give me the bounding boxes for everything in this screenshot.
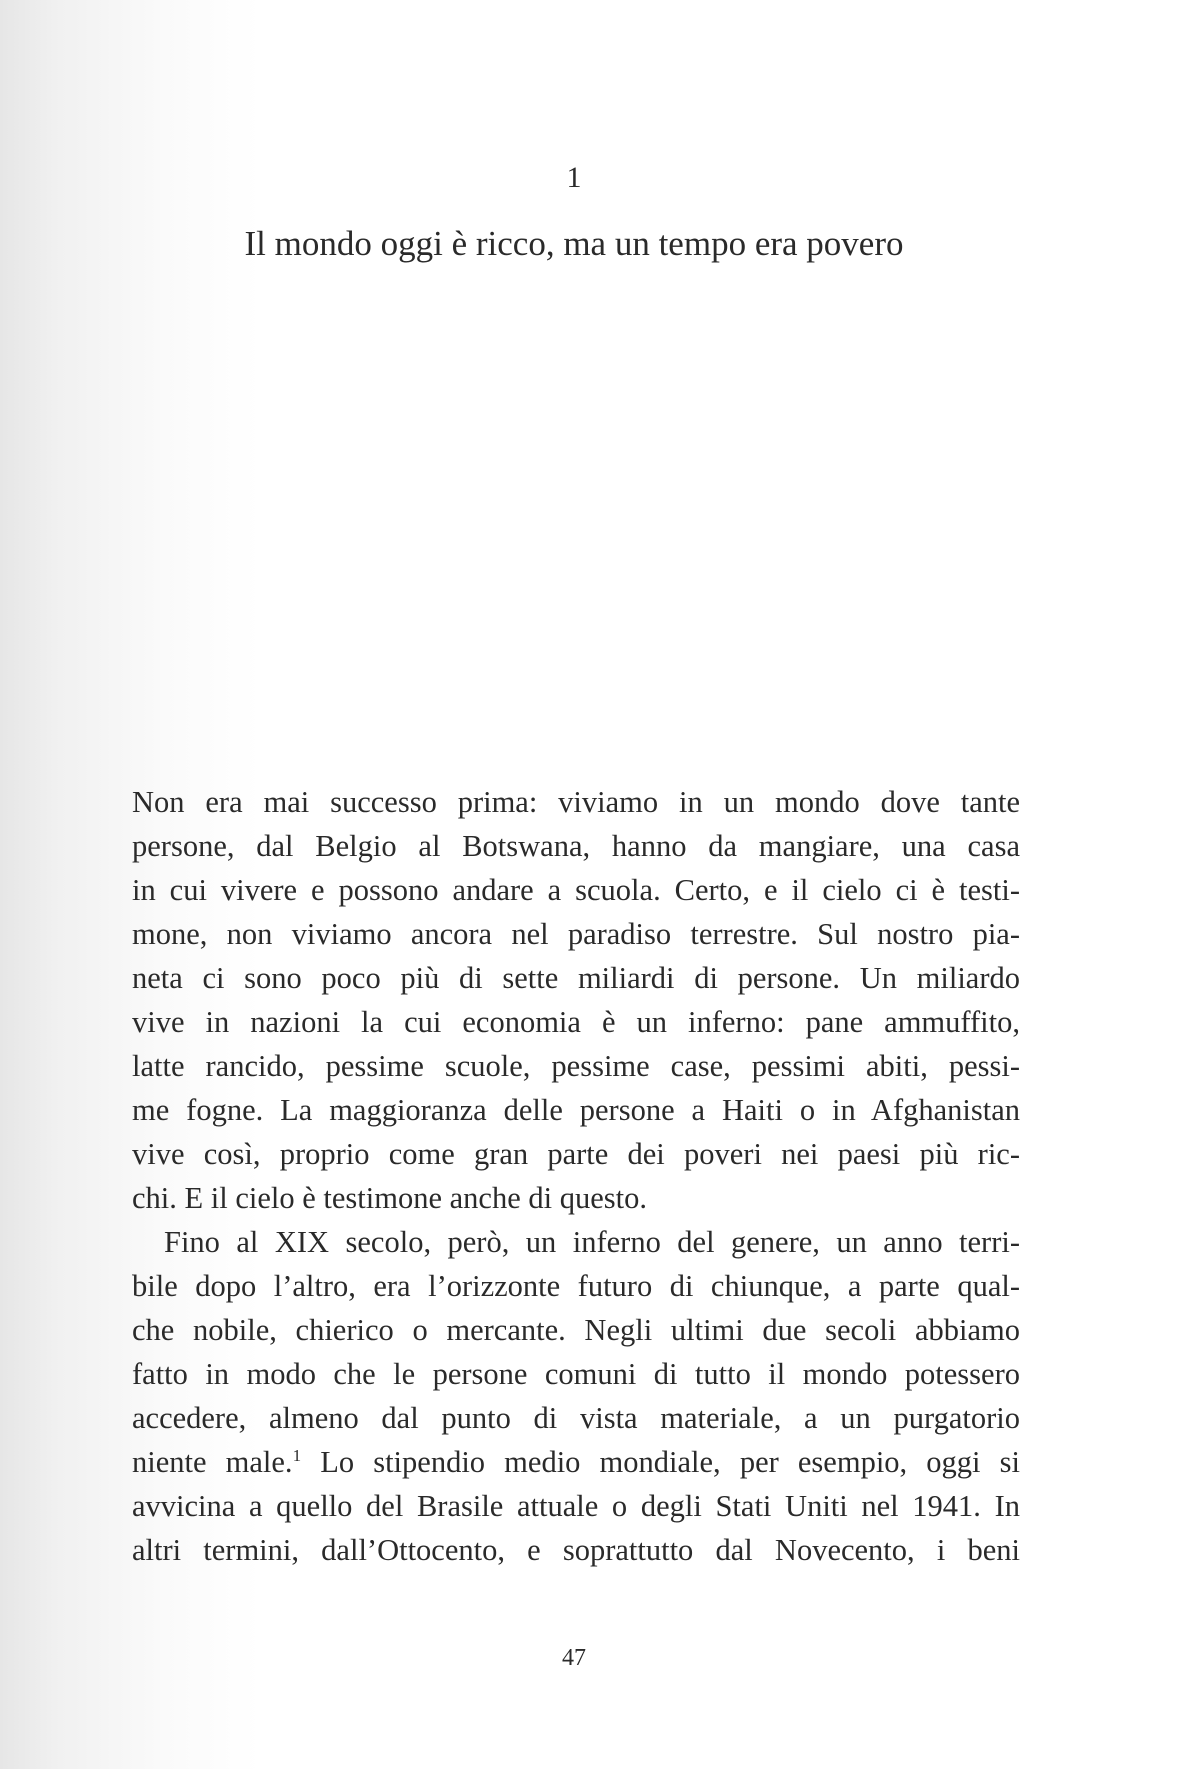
text-line: persone, dal Belgio al Botswana, hanno da mangiare, una casa <box>132 829 1020 863</box>
text-line: me fogne. La maggioranza delle persone a Haiti o in Afghanistan <box>132 1093 1020 1127</box>
text-line-with-footnote <box>132 1440 1020 1484</box>
text-line: neta ci sono poco più di sette miliardi di persone. Un miliardo <box>132 961 1020 995</box>
chapter-number: 1 <box>566 161 582 194</box>
body-text <box>132 780 1020 1572</box>
text-line: bile dopo l’altro, era l’orizzonte futuro di chiunque, a parte qual- <box>132 1269 1020 1303</box>
chapter-title: Il mondo oggi è ricco, ma un tempo era povero <box>244 224 904 263</box>
text-segment: niente male. <box>132 1445 293 1479</box>
text-line: vive così, proprio come gran parte dei poveri nei paesi più ric- <box>132 1137 1020 1171</box>
paragraph-1 <box>132 780 1020 1220</box>
text-line: latte rancido, pessime scuole, pessime case, pessimi abiti, pessi- <box>132 1049 1020 1083</box>
text-line: Fino al XIX secolo, però, un inferno del genere, un anno terri- <box>164 1225 1020 1259</box>
paragraph-2 <box>132 1220 1020 1572</box>
page-number: 47 <box>562 1645 586 1671</box>
text-line: mone, non viviamo ancora nel paradiso terrestre. Sul nostro pia- <box>132 917 1020 951</box>
text-line: accedere, almeno dal punto di vista materiale, a un purgatorio <box>132 1401 1020 1435</box>
text-line: vive in nazioni la cui economia è un inferno: pane ammuffito, <box>132 1005 1020 1039</box>
footnote-reference: 1 <box>292 1446 302 1465</box>
text-segment: Lo stipendio medio mondiale, per esempio, oggi si <box>301 1445 1021 1479</box>
text-line: avvicina a quello del Brasile attuale o degli Stati Uniti nel 1941. In <box>132 1489 1020 1523</box>
text-line: fatto in modo che le persone comuni di tutto il mondo potessero <box>132 1357 1020 1391</box>
text-line: chi. E il cielo è testimone anche di questo. <box>132 1181 647 1215</box>
text-line: in cui vivere e possono andare a scuola. Certo, e il cielo ci è testi- <box>132 873 1020 907</box>
text-line: che nobile, chierico o mercante. Negli ultimi due secoli abbiamo <box>132 1313 1020 1347</box>
text-line: Non era mai successo prima: viviamo in un mondo dove tante <box>132 785 1020 819</box>
text-line: altri termini, dall’Ottocento, e soprattutto dal Novecento, i beni <box>132 1533 1020 1567</box>
